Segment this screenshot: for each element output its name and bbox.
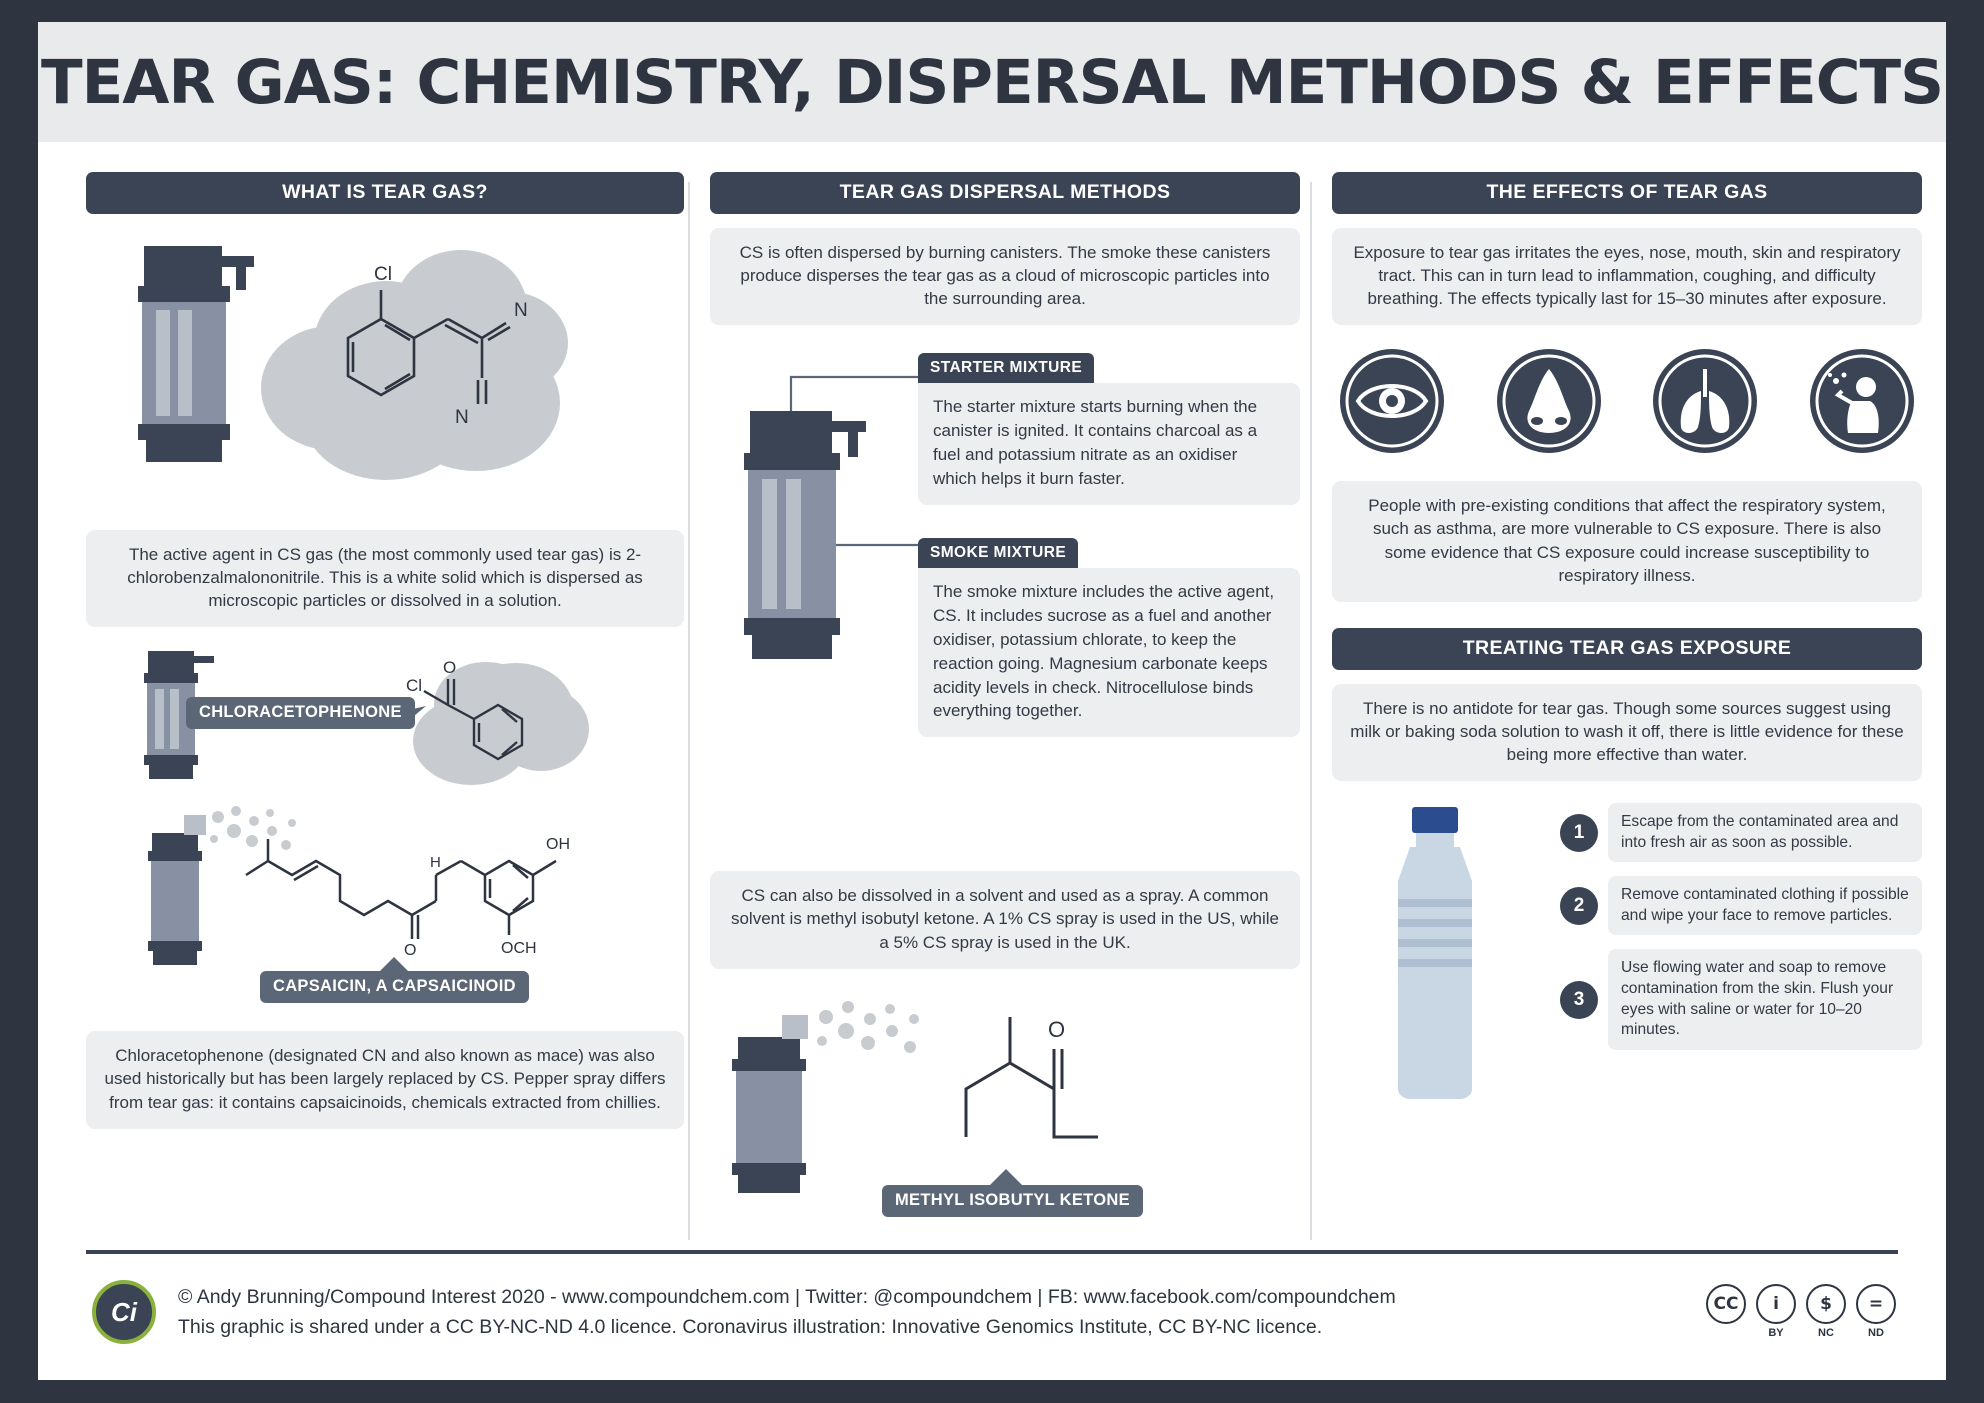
lungs-icon xyxy=(1651,347,1759,455)
what-is-paragraph-1: The active agent in CS gas (the most commonly used tear gas) is 2-chlorobenzalmalononitrile. This is a white solid which is dispersed as microscopic particles or dissolved in a solution. xyxy=(86,530,684,627)
eye-icon xyxy=(1338,347,1446,455)
cc-icon-cc xyxy=(1706,1284,1746,1339)
canister-callout-group xyxy=(710,353,1300,873)
step-text-3: Use flowing water and soap to remove contamination from the skin. Flush your eyes with saline or water for 10–20 minutes. xyxy=(1608,949,1922,1049)
treatment-step-2 xyxy=(1560,876,1922,935)
capsaicin-skeleton xyxy=(246,839,556,939)
footer-text-block xyxy=(178,1282,1396,1342)
dispersal-canister-svg xyxy=(720,365,920,785)
smoke-cloud-shape-2 xyxy=(413,662,589,785)
atom-label-oh: OH xyxy=(546,836,570,854)
cs-structure-illustration xyxy=(86,228,684,518)
title-bar xyxy=(38,22,1946,142)
atom-label-cl: Cl xyxy=(374,264,392,285)
footer xyxy=(86,1270,1898,1362)
atom-label-och3: OCH xyxy=(501,940,537,958)
callout-label-smoke: SMOKE MIXTURE xyxy=(918,538,1078,568)
treatment-step-list xyxy=(1560,803,1922,1064)
step-number-3: 3 xyxy=(1560,981,1598,1019)
step-number-2: 2 xyxy=(1560,887,1598,925)
label-chloracetophenone: CHLORACETOPHENONE xyxy=(186,697,415,729)
section-header-treatment: TREATING TEAR GAS EXPOSURE xyxy=(1332,628,1922,670)
mibk-svg xyxy=(710,989,1300,1199)
cc-icon-nc xyxy=(1806,1284,1846,1339)
section-header-what-is: WHAT IS TEAR GAS? xyxy=(86,172,684,214)
effects-icon-row xyxy=(1338,347,1916,455)
column-effects-and-treatment xyxy=(1332,172,1922,1103)
cc-glyph-nd: = xyxy=(1868,1294,1884,1314)
cc-icon-by xyxy=(1756,1284,1796,1339)
cs-illustration-svg xyxy=(86,228,684,518)
column-divider-1 xyxy=(688,182,690,1240)
section-header-effects: THE EFFECTS OF TEAR GAS xyxy=(1332,172,1922,214)
spray-particles-2 xyxy=(817,1001,919,1053)
atom-label-cl-2: Cl xyxy=(406,676,423,696)
cc-caption-nd: ND xyxy=(1868,1327,1884,1339)
label-capsaicin: CAPSAICIN, A CAPSAICINOID xyxy=(260,971,529,1003)
logo-text: Ci xyxy=(111,1296,137,1327)
water-bottle-icon xyxy=(1340,803,1540,1103)
creative-commons-icons xyxy=(1706,1284,1896,1339)
cc-caption-nc: NC xyxy=(1818,1327,1834,1339)
callout-starter-mixture xyxy=(918,353,1300,504)
pepper-spray-can-icon xyxy=(148,815,206,965)
step-text-1: Escape from the contaminated area and into fresh air as soon as possible. xyxy=(1608,803,1922,862)
spray-particles xyxy=(210,806,296,850)
cc-icon-nd xyxy=(1856,1284,1896,1339)
cc-caption-by: BY xyxy=(1768,1327,1784,1339)
atom-label-o-mibk: O xyxy=(1048,1016,1066,1042)
treatment-paragraph-1: There is no antidote for tear gas. Though some sources suggest using milk or baking soda solution to wash it off, there is little evidence for these being more effective than water. xyxy=(1332,684,1922,781)
capsaicin-illustration xyxy=(86,805,684,995)
infographic-page xyxy=(38,22,1946,1380)
callout-body-starter: The starter mixture starts burning when the canister is ignited. It contains charcoal as a fuel and potassium nitrate as an oxidiser which helps it burn faster. xyxy=(918,383,1300,504)
cc-glyph-nc: $ xyxy=(1820,1294,1832,1314)
dispersal-intro: CS is often dispersed by burning canisters. The smoke these canisters produce disperses the tear gas as a cloud of microscopic particles into the surrounding area. xyxy=(710,228,1300,325)
effects-paragraph-2: People with pre-existing conditions that affect the respiratory system, such as asthma, are more vulnerable to CS exposure. There is also some evidence that CS exposure could increase susceptibility to respiratory illness. xyxy=(1332,481,1922,601)
column-divider-2 xyxy=(1310,182,1312,1240)
leader-line-starter xyxy=(791,377,920,411)
pepper-spray-can-icon-2 xyxy=(732,1015,808,1193)
atom-label-h: H xyxy=(430,854,441,872)
spray-paragraph: CS can also be dissolved in a solvent and used as a spray. A common solvent is methyl isobutyl ketone. A 1% CS spray is used in the US, while a 5% CS spray is used in the UK. xyxy=(710,871,1300,968)
capsaicin-svg xyxy=(86,805,684,995)
what-is-paragraph-2: Chloracetophenone (designated CN and also known as mace) was also used historically but has been largely replaced by CS. Pepper spray differs from tear gas: it contains capsaicinoids, chemicals extracted from chillies. xyxy=(86,1031,684,1128)
column-dispersal-methods xyxy=(710,172,1300,1219)
step-number-1: 1 xyxy=(1560,814,1598,852)
cc-glyph-by: i xyxy=(1773,1294,1779,1314)
atom-label-n2: N xyxy=(455,407,469,428)
chloracetophenone-illustration xyxy=(86,649,684,799)
mibk-illustration xyxy=(710,989,1300,1219)
page-title: TEAR GAS: CHEMISTRY, DISPERSAL METHODS & EFFECTS xyxy=(40,46,1944,118)
step-text-2: Remove contaminated clothing if possible and wipe your face to remove particles. xyxy=(1608,876,1922,935)
callout-body-smoke: The smoke mixture includes the active agent, CS. It includes sucrose as a fuel and another oxidiser, potassium chlorate, to keep the reaction going. Magnesium carbonate keeps acidity levels in check. Nitrocellulose binds everything together. xyxy=(918,568,1300,737)
atom-label-n1: N xyxy=(514,300,528,321)
nose-icon xyxy=(1495,347,1603,455)
treatment-steps-group xyxy=(1332,803,1922,1103)
atom-label-o-cn: O xyxy=(443,658,457,678)
effects-paragraph-1: Exposure to tear gas irritates the eyes, nose, mouth, skin and respiratory tract. This can in turn lead to inflammation, coughing, and difficulty breathing. The effects typically last for 15–30 minutes after exposure. xyxy=(1332,228,1922,325)
section-header-dispersal: TEAR GAS DISPERSAL METHODS xyxy=(710,172,1300,214)
cc-glyph-cc: CC xyxy=(1713,1294,1739,1314)
compound-interest-logo xyxy=(92,1280,156,1344)
treatment-step-3 xyxy=(1560,949,1922,1049)
footer-line-2: This graphic is shared under a CC BY-NC-ND 4.0 licence. Coronavirus illustration: Innovative Genomics Institute, CC BY-NC licence. xyxy=(178,1316,1323,1339)
column-what-is-tear-gas xyxy=(86,172,684,1129)
tear-gas-canister-icon-large xyxy=(744,411,866,659)
tear-gas-canister-icon xyxy=(138,246,254,462)
label-pointer-3 xyxy=(988,1169,1024,1187)
footer-line-1: © Andy Brunning/Compound Interest 2020 - www.compoundchem.com | Twitter: @compoundchem | FB: www.facebook.com/compoundchem xyxy=(178,1286,1396,1308)
callout-smoke-mixture xyxy=(918,538,1300,737)
treatment-step-1 xyxy=(1560,803,1922,862)
footer-divider xyxy=(86,1250,1898,1254)
atom-label-o-caps: O xyxy=(404,942,417,960)
coughing-person-icon xyxy=(1808,347,1916,455)
label-mibk: METHYL ISOBUTYL KETONE xyxy=(882,1185,1143,1217)
mibk-skeleton xyxy=(966,1017,1098,1137)
callout-label-starter: STARTER MIXTURE xyxy=(918,353,1094,383)
